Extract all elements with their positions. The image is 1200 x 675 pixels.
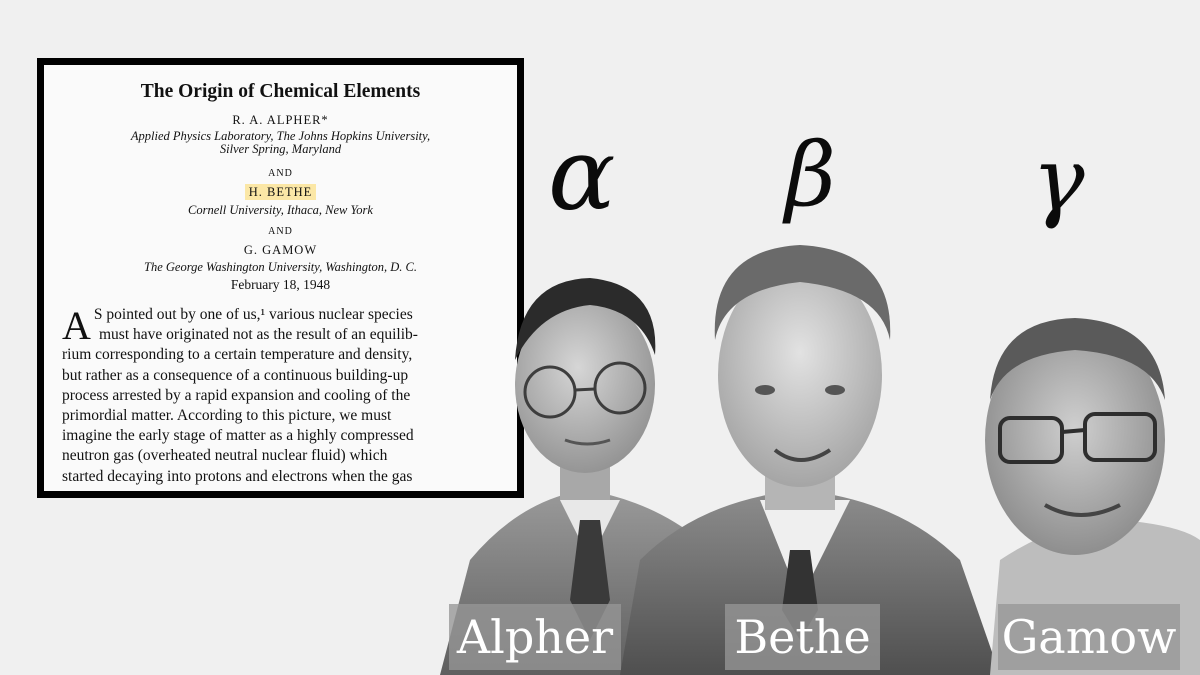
and-separator-2: AND bbox=[268, 226, 293, 237]
drop-cap: A bbox=[62, 303, 91, 348]
body-line: primordial matter. According to this picture, we must bbox=[62, 407, 392, 425]
gamma-symbol: γ bbox=[1032, 128, 1085, 231]
body-line: process arrested by a rapid expansion and cooling of the bbox=[62, 386, 411, 404]
affiliation-gamow: The George Washington University, Washington, D. C. bbox=[144, 260, 417, 274]
affiliation-alpher-line1: Applied Physics Laboratory, The Johns Hopkins University, bbox=[130, 129, 431, 143]
author-alpher: R. A. ALPHER* bbox=[232, 113, 329, 127]
affiliation-bethe: Cornell University, Ithaca, New York bbox=[188, 203, 373, 217]
name-label-alpher: Alpher bbox=[449, 604, 621, 670]
beta-symbol: β bbox=[785, 123, 836, 226]
affiliation-alpher-line2: Silver Spring, Maryland bbox=[219, 142, 342, 156]
paper-title: The Origin of Chemical Elements bbox=[140, 81, 421, 102]
body-line: neutron gas (overheated neutral nuclear fluid) which bbox=[62, 447, 388, 465]
and-separator-1: AND bbox=[268, 168, 293, 179]
name-label-gamow: Gamow bbox=[998, 604, 1180, 670]
body-line: must have originated not as the result of an equilib- bbox=[99, 326, 418, 344]
author-gamow: G. GAMOW bbox=[243, 243, 318, 257]
alpha-symbol: α bbox=[548, 116, 616, 233]
body-line: rium corresponding to a certain temperature and density, bbox=[62, 346, 413, 364]
body-line: S pointed out by one of us,¹ various nuclear species bbox=[93, 306, 413, 323]
name-label-bethe: Bethe bbox=[725, 604, 880, 670]
paper-date: February 18, 1948 bbox=[230, 277, 331, 292]
body-line: started decaying into protons and electrons when the gas bbox=[62, 467, 413, 485]
body-line: imagine the early stage of matter as a highly compressed bbox=[62, 427, 414, 445]
author-bethe-highlighted: H. BETHE bbox=[245, 184, 317, 200]
body-line: but rather as a consequence of a continuous building-up bbox=[62, 366, 409, 384]
